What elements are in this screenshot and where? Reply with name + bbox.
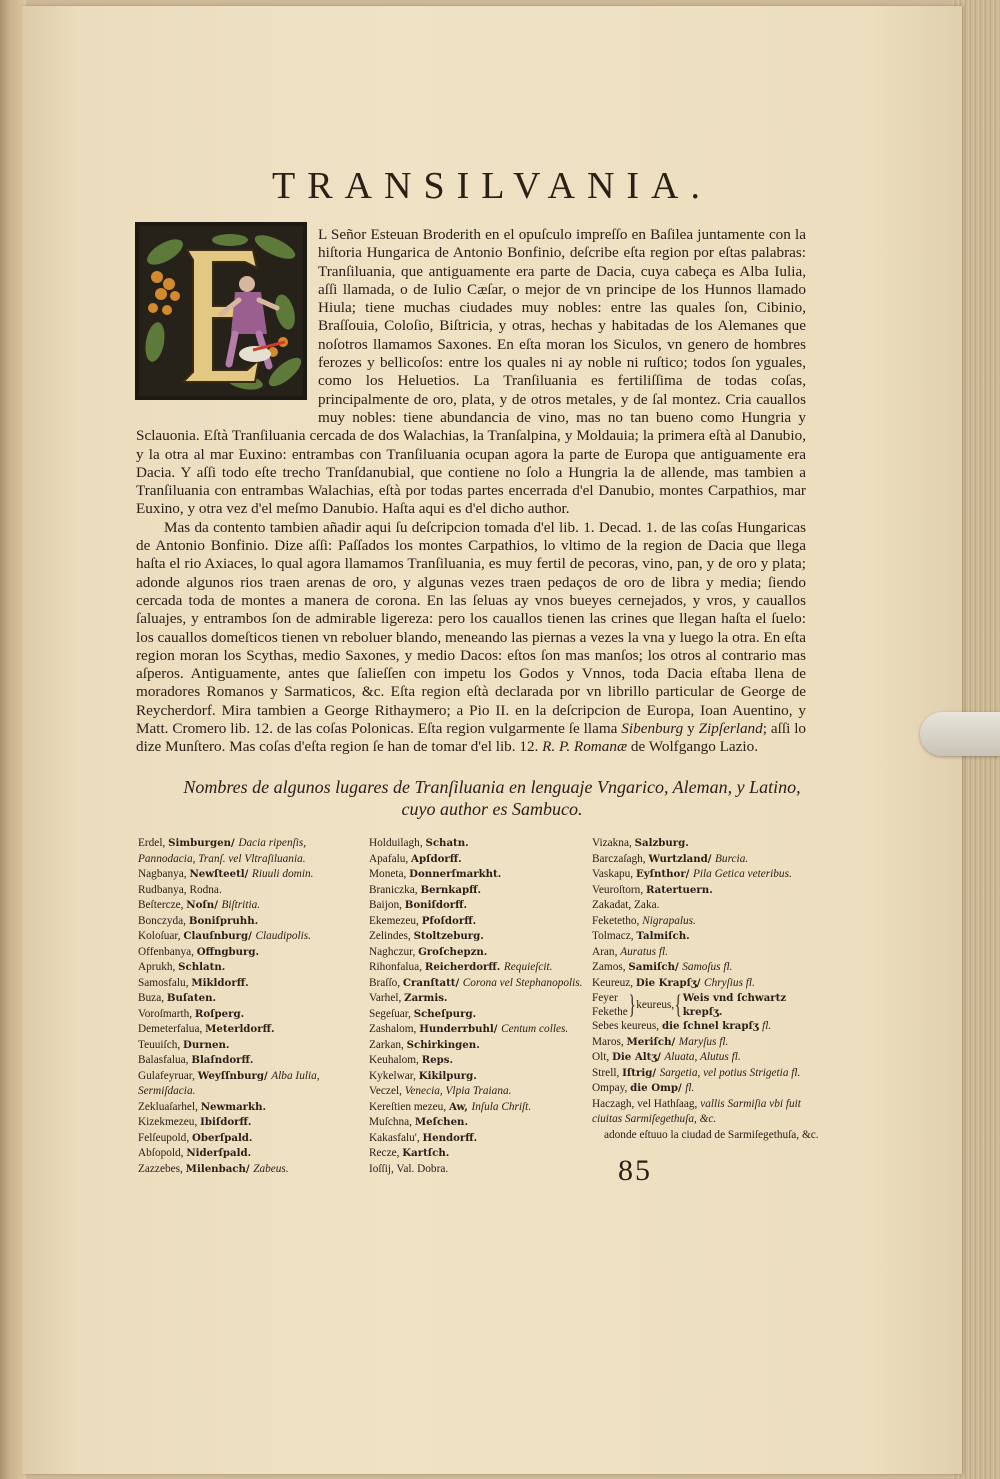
- place-name-entry: [592, 1050, 824, 1066]
- german-name: Newmarkh.: [200, 1100, 267, 1113]
- place-names-column-3: [592, 836, 824, 1143]
- german-name: Bernkapff.: [420, 883, 481, 896]
- hungarian-name: Teuuiſch,: [138, 1038, 184, 1051]
- brace-right-top: Weis vnd ſchwartz: [682, 992, 787, 1004]
- place-name-entry: [369, 991, 583, 1007]
- german-name: Mikldorff.: [191, 976, 249, 989]
- german-name: Meſchen.: [414, 1116, 468, 1128]
- body-paragraph-2-text-d: de Wolfgango Lazio.: [630, 738, 759, 756]
- hungarian-name: Moneta,: [369, 868, 410, 880]
- place-name-entry: [592, 960, 824, 976]
- hungarian-name: Voroſmarth,: [138, 1007, 195, 1020]
- hungarian-name: Offenbanya,: [138, 945, 197, 958]
- place-name-entry: [138, 1162, 360, 1178]
- hungarian-name: Kakasfalu',: [369, 1131, 423, 1144]
- place-name-entry: [592, 1128, 824, 1144]
- latin-name: Dacia ripenſis, Pannodacia, Tranſ. vel Vltraſiluania.: [138, 837, 307, 865]
- brace-right-bottom: krepſʒ.: [682, 1006, 723, 1018]
- latin-name: Centum colles.: [501, 1023, 569, 1035]
- hungarian-name: Zekluaſarhel,: [138, 1100, 201, 1113]
- continuation-text: adonde eſtuuo la ciudad de Sarmiſegethuſa, &c.: [604, 1128, 819, 1141]
- hungarian-name: Balasfalua,: [138, 1054, 192, 1066]
- hungarian-name: Maros,: [592, 1035, 627, 1048]
- hungarian-name: Naghczur,: [369, 945, 419, 958]
- german-name: Scheſpurg.: [413, 1007, 477, 1020]
- hungarian-name: Feketetho,: [592, 914, 643, 927]
- place-name-entry: [592, 1081, 824, 1097]
- place-name-entry: [592, 852, 824, 868]
- hungarian-name: Keureuz,: [592, 976, 636, 989]
- hungarian-name: Bonczyda,: [138, 914, 189, 927]
- place-names-column-1: [138, 836, 360, 1177]
- place-name-entry: [369, 836, 583, 852]
- hungarian-name: Veczel,: [369, 1085, 405, 1097]
- place-name-sibenburg: Sibenburg: [621, 720, 684, 738]
- hungarian-name: Muſchna,: [369, 1116, 415, 1128]
- german-name: Milenbach/: [185, 1162, 254, 1175]
- latin-name: Inſula Chriſt.: [471, 1100, 532, 1113]
- german-name: Buſaten.: [166, 992, 217, 1004]
- hungarian-name: Ioſſij, Val. Dobra.: [369, 1162, 449, 1175]
- place-name-entry: [138, 1038, 360, 1054]
- left-brace-icon: {: [675, 990, 682, 1019]
- latin-name: Biſtritia.: [221, 899, 261, 911]
- page-title: TRANSILVANIA.: [272, 165, 712, 207]
- german-name: Noſn/: [186, 899, 222, 911]
- place-name-entry: [592, 945, 824, 961]
- brace-left-bottom: Fekethe: [592, 1006, 628, 1018]
- hungarian-name: Kereſtien mezeu,: [369, 1100, 449, 1113]
- latin-name: Zabeus.: [253, 1162, 289, 1175]
- place-name-entry: [592, 1035, 824, 1051]
- german-name: Ratertuern.: [645, 883, 713, 896]
- hungarian-name: Holduilagh,: [369, 837, 426, 849]
- german-name: Weyſſnburg/: [197, 1069, 272, 1082]
- place-name-entry: [138, 960, 360, 976]
- latin-name: Sargetia, vel potius Strigetia fl.: [659, 1066, 801, 1079]
- german-name: Durnen.: [183, 1038, 230, 1051]
- place-names-column-2: [369, 836, 583, 1177]
- place-name-entry: [138, 1146, 360, 1162]
- hungarian-name: Buza,: [138, 992, 167, 1004]
- german-name: Donnerſmarkht.: [409, 868, 502, 880]
- hungarian-name: Aprukh,: [138, 961, 179, 973]
- german-name: Groſchepzn.: [418, 945, 488, 958]
- german-name: Hunderrbuhl/: [419, 1023, 502, 1035]
- place-name-entry: [369, 1100, 583, 1116]
- place-name-entry: [138, 1022, 360, 1038]
- hungarian-name: Recze,: [369, 1147, 403, 1159]
- place-name-entry: [138, 1053, 360, 1069]
- body-paragraph-2-text-a: Mas da contento tambien añadir aqui ſu deſcripcion tomada d'el lib. 1. Decad. 1. de las coſas Hungaricas de Antonio Bonfinio. Dize aſſi: Paſſados los montes Carpathios, lo vltimo de la region de Dacia que llega haſta el rio Axiaces, lo qual agora llamamos Tranſiluania, es muy fertil de pecoras, vino, pan, y de oro y plata; adonde algunos rios traen arenas de oro, y algunas vezes traen pedaços de oro de libra y media; ſiendo cercada toda de montes a manera de corona. En las ſeluas ay vnos bueyes cernejados, y vros, y cauallos ſaluajes, y entrambos ſon de admirable ligereza: pero los cauallos tienen las crines que llegan haſta el ſuelo: los cauallos domeſticos tienen vn reboluer blando, meneando las piernas a vezes la vna y luego la otra. En eſta region moran los Scythas, medio Saxones, y medio Dacos: eſtos ſon mas manſos; los otros al contrario mas aſperos. Antiguamente, antes que ſalieſſen con impetu los Godos y Vnnos, toda Dacia eſtaba llena de moradores Romanos y Sarmaticos, &c. Eſta region eſtà declarada por vn librillo particular de George de Reycherdorf. Mira tambien a George Rithaymero; a Pio II. en la deſcripcion de Europa, Ioan Auentino, y Matt. Cromero lib. 12. de las coſas Polonicas. Eſta region vulgarmente ſe llama: [136, 518, 806, 738]
- brace-middle: keureus,: [636, 999, 675, 1011]
- hungarian-name: Aran,: [592, 945, 621, 958]
- place-name-entry: [369, 1146, 583, 1162]
- place-name-entry: [138, 883, 360, 899]
- hungarian-name: Demeterfalua,: [138, 1023, 206, 1035]
- place-name-entry: [369, 1162, 583, 1178]
- place-name-entry: [369, 929, 583, 945]
- hungarian-name: Sebes keureus,: [592, 1020, 662, 1032]
- place-name-entry: [138, 1100, 360, 1116]
- hungarian-name: Vizakna,: [592, 837, 635, 849]
- hungarian-name: Samosfalu,: [138, 976, 192, 989]
- place-name-entry: [138, 867, 360, 883]
- german-name: Cranſtatt/: [402, 976, 463, 989]
- place-name-entry: [138, 945, 360, 961]
- hungarian-name: Baijon,: [369, 899, 405, 911]
- place-name-zipserland: Zipſerland: [698, 720, 763, 738]
- body-paragraph-2: [136, 519, 806, 757]
- place-name-entry: [369, 1022, 583, 1038]
- latin-name: Requieſcit.: [503, 961, 553, 973]
- place-name-entry: [369, 883, 583, 899]
- german-name: Reps.: [421, 1054, 454, 1066]
- place-name-entry: [369, 960, 583, 976]
- brace-entry-keureus: [592, 991, 824, 1019]
- place-name-entry: [369, 1007, 583, 1023]
- latin-name: Pila Getica veteribus.: [692, 868, 792, 880]
- place-name-entry: [592, 1097, 824, 1128]
- german-name: Aw,: [448, 1100, 472, 1113]
- body-paragraph-1: L Señor Esteuan Broderith en el opuſculo impreſſo en Baſilea juntamente con la hiſtoria Hungarica de Antonio Bonfinio, deſcribe eſta region por eſtas palabras: Tranſiluania, que antiguamente era parte de Dacia, cuya cabeça es Alba Iulia, aſſi llamada, o de Iulio Cæſar, o mejor de vn principe de los Hunnos llamado Hiula; tiene muchas ciudades muy nobles: entre las quales ſon, Cibinio, Braſſouia, Coloſio, Biſtricia, y otras, hechas y habitadas de los Alemanes que noſotros llamamos Saxones. En eſta moran los Siculos, vn genero de hombres ferozes y bellicoſos: entre los quales ni ay noble ni ruſtico; todos ſon yguales, como los Heluetios. La Tranſiluania es fertiliſſima de todas coſas, principalmente de oro, plata, y de otros metales, y de ſal montez. Cria cauallos muy nobles: tiene abundancia de vino, mas no tan bueno como Hungria y Sclauonia. Eſtà Tranſiluania cercada de dos Walachias, la Tranſalpina, y Moldauia; la primera eſtà al Danubio, y la otra al mar Euxino: entrambas con Tranſiluania ocupan agora la parte de Europa que antiguamente era Dacia. Y aſſi todo eſte trecho Tranſdanubial, que contiene no ſolo a Hungria la de allende, mas tambien a Tranſiluania con entrambas Walachias, eſtà por todas partes encerrada d'el Danubio, montes Carpathios, mar Euxino, y otra vez d'el meſmo Danubio. Haſta aqui es d'el dicho author.: [136, 226, 806, 518]
- hungarian-name: Strell,: [592, 1066, 623, 1079]
- german-name: Meriſch/: [626, 1035, 679, 1048]
- latin-name: Nigrapalus.: [642, 914, 696, 927]
- place-name-entry: [369, 1038, 583, 1054]
- german-name: Pfoſdorff.: [421, 914, 477, 927]
- german-name: Die Altʒ/: [612, 1051, 665, 1063]
- place-name-entry: [369, 898, 583, 914]
- place-name-entry: [369, 914, 583, 930]
- hungarian-name: Ekemezeu,: [369, 914, 422, 927]
- place-name-entry: [138, 1115, 360, 1131]
- place-name-entry: [138, 898, 360, 914]
- hungarian-name: Tolmacz,: [592, 930, 637, 942]
- place-name-entry: [369, 945, 583, 961]
- german-name: Schatn.: [425, 837, 469, 849]
- place-name-entry: [592, 929, 824, 945]
- place-name-entry: [138, 976, 360, 992]
- latin-name: vallis Sarmiſia vbi fuit ciuitas Sarmiſegethuſa, &c.: [592, 1097, 801, 1125]
- german-name: Oberſpald.: [191, 1131, 253, 1144]
- german-name: Ibiſdorff.: [200, 1116, 252, 1128]
- place-name-entry: [592, 1019, 824, 1035]
- hungarian-name: Zakadat, Zaka.: [592, 899, 660, 911]
- place-name-entry: [369, 1084, 583, 1100]
- place-name-entry: [138, 991, 360, 1007]
- latin-name: Alba Iulia, Sermiſdacia.: [138, 1069, 320, 1097]
- hungarian-name: Olt,: [592, 1051, 613, 1063]
- latin-name: Venecia, Vlpia Traiana.: [404, 1085, 512, 1097]
- place-name-entry: [369, 852, 583, 868]
- place-names-caption: Nombres de algunos lugares de Tranſiluania en lenguaje Vngarico, Aleman, y Latino, cuyo author es Sambuco.: [183, 777, 801, 819]
- latin-name: Aluata, Alutus fl.: [664, 1051, 741, 1063]
- hungarian-name: Zarkan,: [369, 1038, 407, 1051]
- hungarian-name: Koloſuar,: [138, 930, 184, 942]
- hungarian-name: Veuroſtorn,: [592, 883, 646, 896]
- german-name: Clauſnburg/: [183, 930, 256, 942]
- place-names-column-3-bottom: [592, 1019, 824, 1143]
- brace-left-top: Feyer: [592, 992, 618, 1004]
- latin-name: Chryſius fl.: [704, 976, 755, 989]
- body-text: [136, 226, 806, 757]
- place-name-entry: [369, 1131, 583, 1147]
- german-name: Eyſnthor/: [635, 868, 693, 880]
- latin-name: Burcia.: [715, 852, 749, 865]
- latin-name: fl.: [685, 1082, 695, 1094]
- hungarian-name: Beſtercze,: [138, 899, 187, 911]
- german-name: Wurtzland/: [648, 852, 716, 865]
- german-name: Zarmis.: [404, 992, 448, 1004]
- body-paragraph-2-text-c: ; aſſi lo dize Munſtero. Mas coſas d'eſta region ſe han de tomar d'el lib. 12.: [136, 720, 807, 756]
- hungarian-name: Haczagh, vel Hathſaag,: [592, 1097, 701, 1110]
- hungarian-name: Rihonfalua,: [369, 961, 425, 973]
- place-name-entry: [592, 867, 824, 883]
- german-name: die ſchnel krapſʒ: [661, 1020, 763, 1032]
- book-page: [22, 6, 962, 1474]
- place-name-entry: [138, 929, 360, 945]
- german-name: Salzburg.: [634, 837, 689, 849]
- german-name: Boniſdorff.: [404, 899, 468, 911]
- place-name-entry: [369, 867, 583, 883]
- hungarian-name: Barczaſagh,: [592, 852, 649, 865]
- german-name: Kikilpurg.: [418, 1069, 477, 1082]
- german-name: Talmiſch.: [636, 930, 690, 942]
- hungarian-name: Braniczka,: [369, 883, 421, 896]
- latin-name: Claudipolis.: [255, 930, 311, 942]
- place-name-entry: [369, 1115, 583, 1131]
- latin-name: Riuuli domin.: [251, 868, 314, 880]
- hungarian-name: Kykelwar,: [369, 1069, 419, 1082]
- hungarian-name: Vaskapu,: [592, 868, 636, 880]
- hungarian-name: Abſopold,: [138, 1147, 187, 1159]
- place-name-entry: [592, 836, 824, 852]
- place-name-entry: [138, 1007, 360, 1023]
- german-name: Niderſpald.: [186, 1147, 252, 1159]
- body-paragraph-2-text-b: y: [687, 720, 695, 738]
- german-name: Newſteetl/: [189, 868, 252, 880]
- page-number: 85: [618, 1154, 652, 1187]
- german-name: Samiſch/: [628, 961, 683, 973]
- hungarian-name: Rudbanya, Rodna.: [138, 883, 222, 896]
- german-name: Apſdorff.: [411, 852, 462, 865]
- place-name-entry: [138, 1131, 360, 1147]
- german-name: Meterldorff.: [205, 1023, 275, 1035]
- german-name: Die Krapſʒ/: [635, 976, 705, 989]
- hungarian-name: Zamos,: [592, 961, 629, 973]
- place-name-entry: [369, 1069, 583, 1085]
- place-name-entry: [592, 883, 824, 899]
- place-name-entry: [592, 976, 824, 992]
- german-name: Iſtrig/: [622, 1066, 660, 1079]
- place-name-entry: [138, 836, 360, 867]
- book-title-reference: R. P. Romanæ: [542, 738, 628, 756]
- hungarian-name: Segeſuar,: [369, 1007, 414, 1020]
- hungarian-name: Zazzebes,: [138, 1162, 186, 1175]
- place-name-entry: [592, 1066, 824, 1082]
- hungarian-name: Kizekmezeu,: [138, 1116, 201, 1128]
- hungarian-name: Erdel,: [138, 837, 169, 849]
- german-name: Blaſndorff.: [191, 1054, 254, 1066]
- latin-name: Auratus fl.: [620, 945, 668, 958]
- hungarian-name: Apafalu,: [369, 852, 412, 865]
- german-name: Stoltzeburg.: [413, 930, 484, 942]
- german-name: Boniſpruhh.: [188, 914, 259, 927]
- latin-name: Corona vel Stephanopolis.: [462, 976, 583, 989]
- latin-name: fl.: [762, 1020, 772, 1032]
- place-name-entry: [592, 914, 824, 930]
- latin-name: Maryſus fl.: [678, 1035, 729, 1048]
- place-name-entry: [592, 898, 824, 914]
- hungarian-name: Zashalom,: [369, 1023, 420, 1035]
- hungarian-name: Braſſo,: [369, 976, 403, 989]
- place-name-entry: [138, 1069, 360, 1100]
- place-name-entry: [369, 1053, 583, 1069]
- place-names-column-3-top: [592, 836, 824, 991]
- hungarian-name: Felſeupold,: [138, 1131, 192, 1144]
- hungarian-name: Zelindes,: [369, 930, 414, 942]
- german-name: Hendorff.: [422, 1131, 478, 1144]
- german-name: Offngburg.: [196, 945, 260, 958]
- german-name: Kartſch.: [402, 1147, 450, 1159]
- german-name: Schlatn.: [178, 961, 226, 973]
- german-name: Simburgen/: [168, 837, 239, 849]
- german-name: Reicherdorff.: [424, 961, 504, 973]
- hungarian-name: Varhel,: [369, 992, 405, 1004]
- place-name-entry: [369, 976, 583, 992]
- hungarian-name: Nagbanya,: [138, 868, 190, 880]
- hungarian-name: Gulafeyruar,: [138, 1069, 198, 1082]
- german-name: Roſperg.: [194, 1007, 245, 1020]
- german-name: Schirkingen.: [406, 1038, 480, 1051]
- place-name-entry: [138, 914, 360, 930]
- latin-name: Samoſus fl.: [682, 961, 733, 973]
- right-brace-icon: }: [628, 990, 636, 1019]
- hungarian-name: Keuhalom,: [369, 1054, 422, 1066]
- german-name: die Omp/: [630, 1082, 686, 1094]
- page-tab-marker: [920, 712, 1000, 756]
- hungarian-name: Ompay,: [592, 1082, 631, 1094]
